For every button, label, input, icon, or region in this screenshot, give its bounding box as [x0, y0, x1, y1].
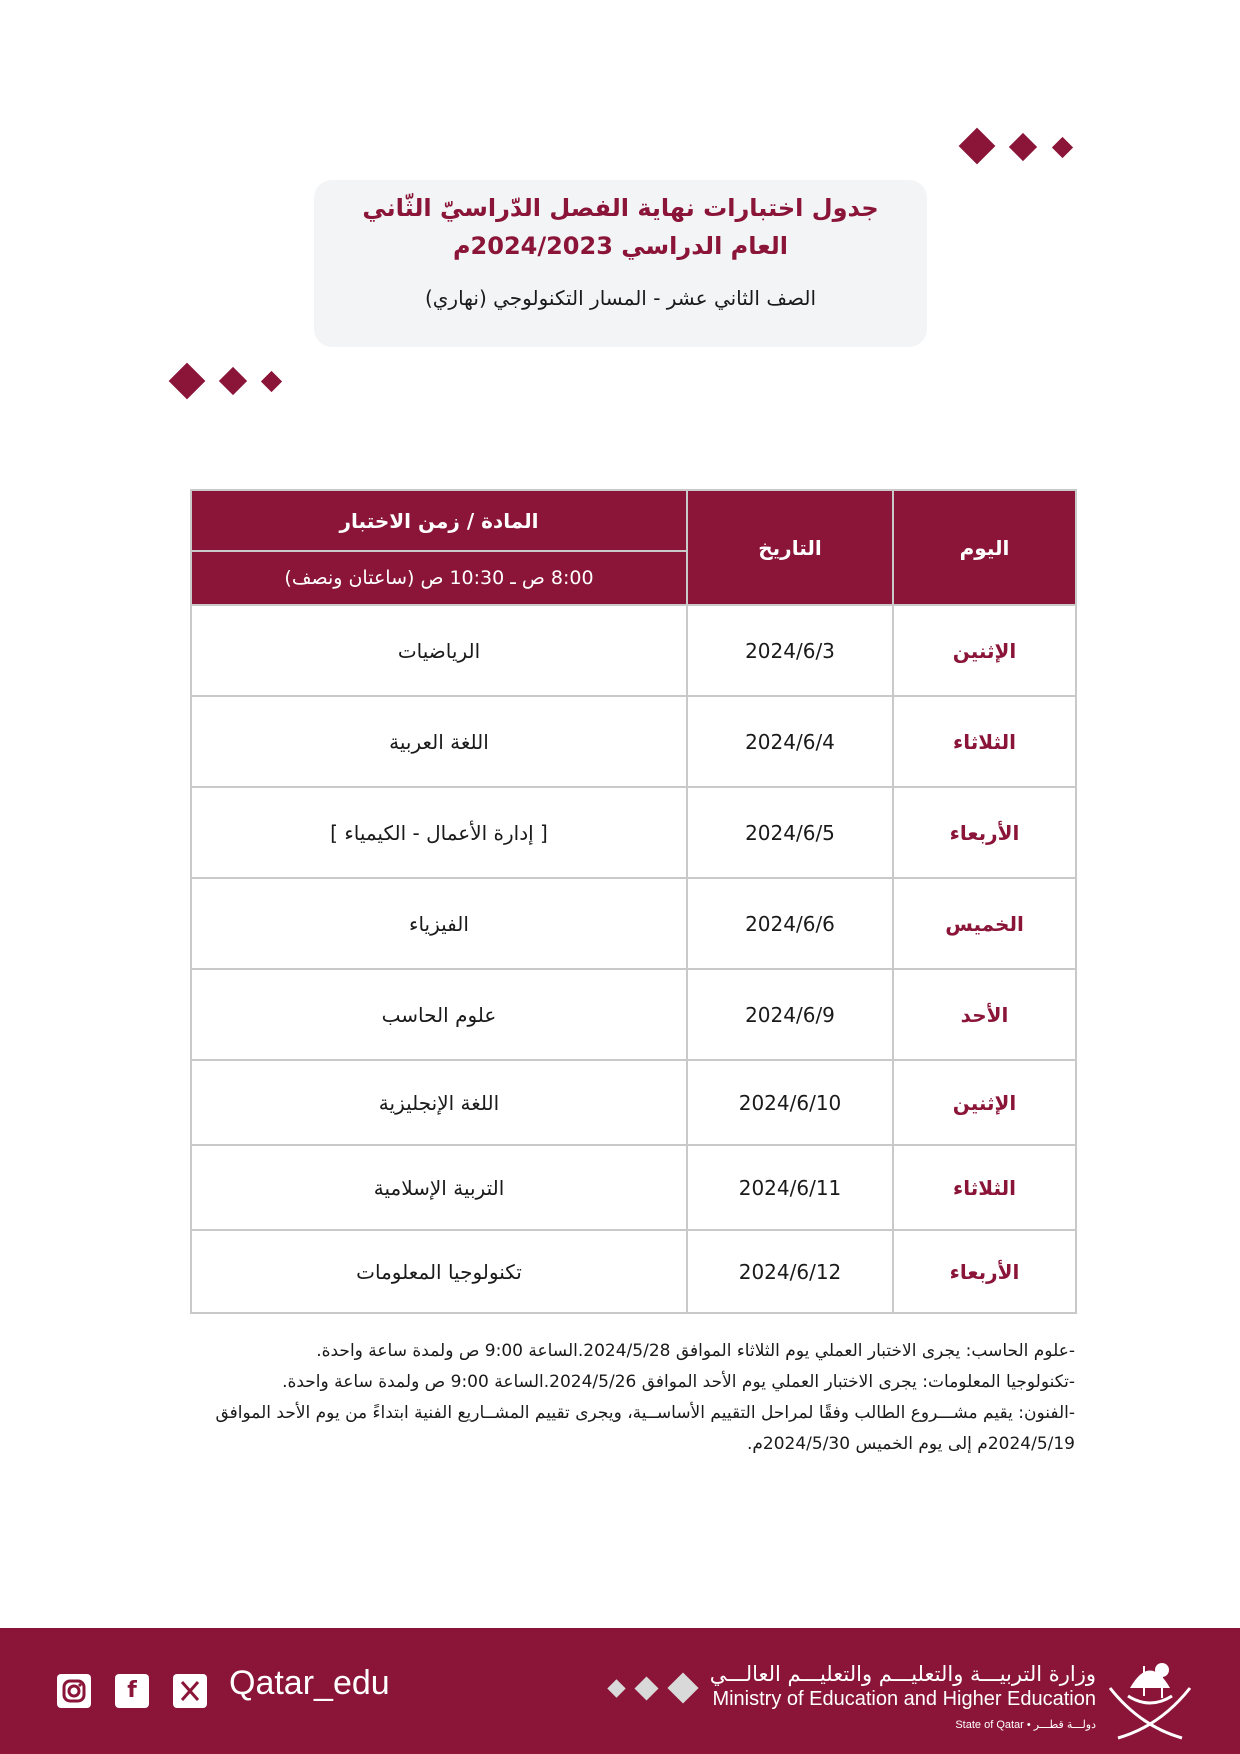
- subject-cell: تكنولوجيا المعلومات: [191, 1230, 687, 1313]
- subject-cell: علوم الحاسب: [191, 969, 687, 1060]
- decor-diamond-large: [959, 128, 996, 165]
- header-subject: المادة / زمن الاختبار: [191, 490, 687, 551]
- footer-diamond-small: [607, 1679, 625, 1697]
- header-date: التاريخ: [687, 490, 893, 605]
- footer: [0, 1628, 1240, 1754]
- day-cell: الأحد: [893, 969, 1076, 1060]
- date-cell: 2024/6/5: [687, 787, 893, 878]
- date-cell: 2024/6/12: [687, 1230, 893, 1313]
- date-cell: 2024/6/11: [687, 1145, 893, 1230]
- subject-cell: الفيزياء: [191, 878, 687, 969]
- decor-diamond-medium: [1009, 133, 1037, 161]
- qatar-emblem-icon: [1100, 1648, 1200, 1748]
- note-arts: -الفنون: يقيم مشـــروع الطالب وفقًا لمراحل التقييم الأساســية، ويجرى تقييم المشــاريع الفنية ابتداءً من يوم الأحد الموافق 2024/5/19م إلى يوم الخميس 2024/5/30م.: [215, 1403, 1075, 1454]
- x-icon[interactable]: [173, 1674, 207, 1708]
- exam-schedule-table: [190, 489, 1077, 1314]
- header-time-slot: 8:00 ص ـ 10:30 ص (ساعتان ونصف): [191, 551, 687, 605]
- subject-cell: اللغة الإنجليزية: [191, 1060, 687, 1145]
- header-day: اليوم: [893, 490, 1076, 605]
- subject-cell: اللغة العربية: [191, 696, 687, 787]
- table-row: [191, 1060, 1076, 1145]
- note-information-technology: -تكنولوجيا المعلومات: يجرى الاختبار العملي يوم الأحد الموافق 2024/5/26.الساعة 9:00 ص ولمدة ساعة واحدة.: [282, 1372, 1075, 1392]
- state-of-qatar-label: State of Qatar • دولـــة قطـــر: [955, 1719, 1096, 1731]
- day-cell: الإثنين: [893, 605, 1076, 696]
- decor-diamond-large: [169, 363, 206, 400]
- date-cell: 2024/6/4: [687, 696, 893, 787]
- table-row: [191, 787, 1076, 878]
- footer-diamond-large: [667, 1672, 698, 1703]
- table-row: [191, 1230, 1076, 1313]
- day-cell: الأربعاء: [893, 1230, 1076, 1313]
- date-cell: 2024/6/9: [687, 969, 893, 1060]
- footer-diamond-medium: [634, 1676, 658, 1700]
- grade-track-subtitle: الصف الثاني عشر - المسار التكنولوجي (نهاري): [424, 286, 817, 310]
- day-cell: الخميس: [893, 878, 1076, 969]
- table-row: [191, 696, 1076, 787]
- date-cell: 2024/6/6: [687, 878, 893, 969]
- day-cell: الثلاثاء: [893, 696, 1076, 787]
- subject-cell: الرياضيات: [191, 605, 687, 696]
- academic-year: العام الدراسي 2024/2023م: [452, 232, 789, 260]
- day-cell: الإثنين: [893, 1060, 1076, 1145]
- title-card: [314, 180, 927, 347]
- note-computer-science: -علوم الحاسب: يجرى الاختبار العملي يوم الثلاثاء الموافق 2024/5/28.الساعة 9:00 ص ولمدة ساعة واحدة.: [316, 1341, 1075, 1361]
- ministry-name-arabic: وزارة التربيـــة والتعليـــم والتعليـــم العالـــي: [709, 1662, 1096, 1686]
- table-row: [191, 878, 1076, 969]
- instagram-icon[interactable]: [57, 1674, 91, 1708]
- ministry-name-english: Ministry of Education and Higher Education: [712, 1688, 1096, 1710]
- subject-cell: التربية الإسلامية: [191, 1145, 687, 1230]
- day-cell: الأربعاء: [893, 787, 1076, 878]
- decor-diamond-small: [261, 371, 282, 392]
- date-cell: 2024/6/3: [687, 605, 893, 696]
- table-row: [191, 1145, 1076, 1230]
- social-handle[interactable]: Qatar_edu: [229, 1664, 390, 1702]
- page-title: جدول اختبارات نهاية الفصل الدّراسيّ الثّاني: [362, 194, 879, 222]
- date-cell: 2024/6/10: [687, 1060, 893, 1145]
- facebook-icon[interactable]: f: [115, 1674, 149, 1708]
- notes-section: [190, 1336, 1075, 1460]
- subject-cell: [ إدارة الأعمال - الكيمياء ]: [191, 787, 687, 878]
- decor-diamond-small: [1052, 137, 1073, 158]
- table-row: [191, 969, 1076, 1060]
- day-cell: الثلاثاء: [893, 1145, 1076, 1230]
- table-row: [191, 605, 1076, 696]
- decor-diamond-medium: [219, 367, 247, 395]
